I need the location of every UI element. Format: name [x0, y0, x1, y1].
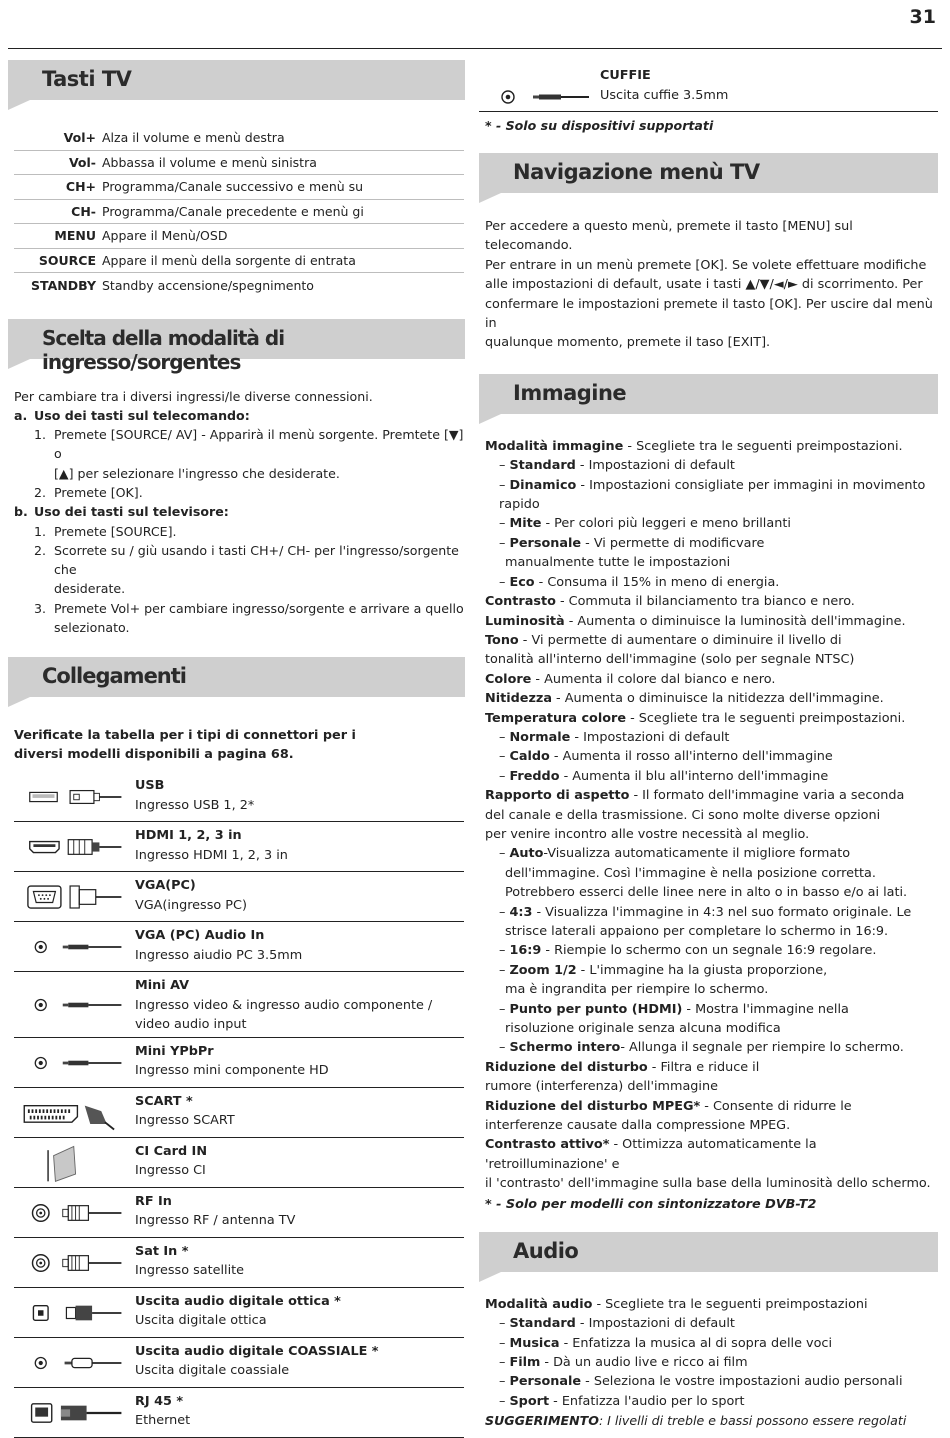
option-name: Contrasto	[485, 594, 556, 610]
option-line	[485, 437, 938, 456]
option-desc: risoluzione originale senza alcuna modifica	[505, 1021, 781, 1037]
option-line	[485, 1372, 938, 1391]
connector-icon-cell	[14, 1141, 135, 1185]
key-row	[14, 175, 464, 200]
option-line	[485, 573, 938, 592]
key-row	[14, 273, 464, 298]
option-desc: strisce laterali appaiono per completare lo schermo in 16:9.	[505, 924, 889, 939]
connector-desc: Ingresso video & ingresso audio componente / video audio input	[135, 997, 433, 1033]
option-name: Musica	[509, 1335, 560, 1351]
option-desc: - Commuta il bilanciamento tra bianco e nero.	[555, 594, 855, 610]
option-desc: - Scegliete tra le seguenti preimpostazioni	[592, 1296, 868, 1312]
connector-icon-cell	[14, 775, 135, 819]
scelta-a-steps	[14, 425, 465, 502]
key-desc: Appare il Menù/OSD	[102, 228, 228, 244]
connector-desc: Ingresso HDMI 1, 2, 3 in	[135, 847, 288, 863]
step-item	[14, 483, 465, 502]
dash-bullet: –	[499, 477, 510, 493]
connector-desc: Ingresso USB 1, 2*	[135, 797, 255, 813]
connector-row	[14, 1338, 464, 1388]
option-desc: - Consuma il 15% in meno di energia.	[534, 574, 780, 590]
key-desc: Abbassa il volume e menù sinistra	[102, 154, 317, 170]
step-item	[14, 522, 465, 541]
section-banner-tasti	[8, 60, 465, 100]
audio-body	[479, 1295, 938, 1411]
key-name: MENU	[54, 228, 96, 244]
key-desc: Programma/Canale successivo e menù su	[102, 179, 364, 195]
key-name: Vol+	[63, 130, 96, 146]
option-name: Luminosità	[485, 613, 565, 629]
option-desc: - Dà un audio live e ricco ai film	[540, 1354, 748, 1370]
option-line	[485, 1116, 938, 1135]
connector-text	[135, 1141, 207, 1185]
optical-connector-icon	[14, 1291, 128, 1335]
option-line	[485, 825, 938, 844]
option-name: Standard	[509, 1316, 576, 1332]
connector-icon-cell	[14, 1291, 135, 1335]
section-title: Audio	[513, 1238, 579, 1263]
option-name: 4:3	[509, 904, 533, 920]
connector-text	[135, 875, 247, 919]
step-item	[14, 599, 465, 638]
option-line	[485, 1334, 938, 1353]
connector-row	[14, 1138, 464, 1188]
connector-desc: Uscita digitale ottica	[135, 1313, 267, 1329]
scart-connector-icon	[14, 1091, 128, 1135]
option-desc: - Il formato dell'immagine varia a seconda	[629, 788, 905, 804]
connector-text	[135, 775, 254, 819]
connector-row	[14, 922, 464, 972]
option-desc: - Allunga il segnale per riempire lo schermo.	[620, 1040, 904, 1056]
paragraph-line: confermare le impostazioni premete il tasto [OK]. Per uscire dal menù in	[485, 296, 933, 332]
rf-connector-icon	[14, 1241, 128, 1285]
option-line	[485, 1314, 938, 1333]
page-number: 31	[909, 6, 936, 28]
left-column	[8, 60, 465, 1438]
option-name: Temperatura colore	[485, 710, 627, 726]
connector-title: RJ 45 *	[135, 1393, 184, 1409]
option-line	[485, 980, 938, 999]
option-line	[485, 1077, 938, 1096]
key-row	[14, 224, 464, 249]
connector-desc: Ingresso CI	[135, 1163, 206, 1179]
step-text: Premete [SOURCE/ AV] - Apparirà il menù sorgente. Premtete [▼] o [▲] per selezionare l'ingresso che desiderate.	[54, 427, 464, 481]
section-title: Tasti TV	[42, 67, 132, 91]
option-line	[485, 1353, 938, 1372]
option-name: Modalità immagine	[485, 438, 624, 454]
step-text: Premete [SOURCE].	[54, 523, 177, 539]
section-banner-collegamenti	[8, 657, 465, 697]
rj45-connector-icon	[14, 1391, 128, 1435]
scelta-b-steps	[14, 522, 465, 638]
section-title: Navigazione menù TV	[513, 160, 760, 184]
connector-text	[135, 1091, 235, 1135]
connector-desc: Ingresso aiudio PC 3.5mm	[135, 947, 303, 963]
step-number: 1.	[34, 523, 47, 539]
dash-bullet: –	[499, 1040, 510, 1056]
option-name: Sport	[509, 1393, 550, 1409]
connector-icon-cell	[14, 925, 135, 969]
section-banner-navigazione	[479, 153, 938, 193]
dash-bullet: –	[499, 943, 510, 959]
dash-bullet: –	[499, 904, 510, 920]
option-desc: - Impostazioni consigliate per immagini in movimento rapido	[499, 477, 926, 513]
option-desc: - Aumenta il blu all'interno dell'immagine	[559, 768, 829, 784]
connector-text	[135, 1391, 190, 1435]
connector-text	[135, 925, 302, 969]
vga-connector-icon	[14, 875, 128, 919]
option-desc: - Consente di ridurre le	[700, 1098, 852, 1114]
option-name: Colore	[485, 671, 532, 687]
connector-title: SCART *	[135, 1093, 193, 1109]
option-line	[485, 1019, 938, 1038]
option-name: Mite	[509, 516, 542, 532]
option-name: 16:9	[509, 943, 542, 959]
audio-jack-icon	[14, 925, 128, 969]
option-line	[485, 1000, 938, 1019]
connector-desc: Uscita digitale coassiale	[135, 1363, 290, 1379]
dash-bullet: –	[499, 729, 510, 745]
paragraph-line: alle impostazioni di default, usate i tasti ▲/▼/◄/► di scorrimento. Per	[485, 277, 923, 293]
connector-text	[135, 1241, 244, 1285]
option-desc: - Riempie lo schermo con un segnale 16:9 regolare.	[541, 943, 877, 959]
connector-row	[14, 772, 464, 822]
audio-jack-icon	[14, 1041, 128, 1085]
option-line	[485, 650, 938, 669]
paragraph-line: qualunque momento, premete il taso [EXIT].	[485, 335, 771, 351]
option-desc: - Aumenta il colore dal bianco e nero.	[531, 671, 776, 687]
step-number: 3.	[34, 600, 47, 616]
option-name: Rapporto di aspetto	[485, 788, 630, 804]
option-line	[485, 941, 938, 960]
dash-bullet: –	[499, 535, 510, 551]
dash-bullet: –	[499, 846, 510, 862]
step-number: 2.	[34, 484, 47, 500]
option-desc: rumore (interferenza) dell'immagine	[485, 1079, 718, 1095]
option-line	[485, 747, 938, 766]
option-name: Personale	[509, 1374, 582, 1390]
audio-tip: SUGGERIMENTO: I livelli di treble e bassi possono essere regolati	[485, 1413, 907, 1429]
connector-desc: Ethernet	[135, 1413, 191, 1429]
option-line	[485, 883, 938, 902]
option-name: Caldo	[509, 749, 550, 765]
key-desc: Standby accensione/spegnimento	[102, 277, 314, 293]
option-name: Riduzione del disturbo	[485, 1059, 648, 1075]
option-desc: ma è ingrandita per riempire lo schermo.	[505, 982, 769, 998]
connector-row	[14, 1288, 464, 1338]
header-rule	[8, 48, 942, 49]
connector-row	[14, 1088, 464, 1138]
keys-table	[14, 126, 464, 298]
dash-bullet: –	[499, 1354, 510, 1370]
section-title: Collegamenti	[42, 664, 186, 689]
audio-jack-icon	[14, 983, 128, 1027]
connector-row	[14, 972, 464, 1038]
section-banner-audio	[479, 1232, 938, 1272]
connector-title: HDMI 1, 2, 3 in	[135, 828, 242, 844]
paragraph-line: Per accedere a questo menù, premete il tasto [MENU] sul telecomando.	[485, 219, 853, 254]
option-line	[485, 709, 938, 728]
dash-bullet: –	[499, 962, 510, 978]
connector-icon-cell	[14, 1091, 135, 1135]
connector-icon-cell	[14, 875, 135, 919]
option-desc: - Enfatizza l'audio per lo sport	[549, 1393, 745, 1409]
connector-text	[135, 1041, 329, 1085]
connector-desc: Ingresso RF / antenna TV	[135, 1213, 296, 1229]
cuffie-icon-cell	[479, 66, 600, 104]
connectors-table	[14, 772, 464, 1438]
dash-bullet: –	[499, 458, 510, 474]
cuffie-desc: Uscita cuffie 3.5mm	[600, 87, 729, 103]
scelta-intro: Per cambiare tra i diversi ingressi/le diverse connessioni.	[14, 388, 373, 404]
key-row	[14, 200, 464, 225]
option-name: Film	[509, 1354, 541, 1370]
option-line	[485, 631, 938, 650]
scelta-b: b. Uso dei tasti sul televisore:	[14, 504, 229, 520]
connector-title: Mini AV	[135, 978, 190, 994]
option-desc: - Enfatizza la musica al di sopra delle voci	[559, 1335, 833, 1351]
key-desc: Programma/Canale precedente e menù gi	[102, 203, 364, 219]
connector-title: Mini YPbPr	[135, 1043, 214, 1059]
dash-bullet: –	[499, 1001, 510, 1017]
connector-row	[14, 1038, 464, 1088]
option-desc: del canale e della trasmissione. Ci sono molte diverse opzioni	[485, 807, 881, 823]
dash-bullet: –	[499, 1335, 510, 1351]
option-desc: - Scegliete tra le seguenti preimpostazioni.	[623, 438, 903, 454]
option-desc: - Impostazioni di default	[575, 1316, 735, 1332]
step-text: Scorrete su / giù usando i tasti CH+/ CH- per l'ingresso/sorgente che desiderate.	[54, 542, 459, 597]
option-line	[485, 903, 938, 922]
step-text: Premete [OK].	[54, 484, 143, 500]
connector-text	[135, 1291, 341, 1335]
option-line	[485, 864, 938, 883]
connector-icon-cell	[14, 1191, 135, 1235]
connector-row	[14, 872, 464, 922]
key-name: CH-	[71, 203, 96, 219]
section-title: Immagine	[513, 380, 627, 405]
connector-title: Uscita audio digitale ottica *	[135, 1293, 341, 1309]
connector-row	[14, 1238, 464, 1288]
connector-icon-cell	[14, 825, 135, 869]
collegamenti-note: Verificate la tabella per i tipi di connettori per i diversi modelli disponibili a pagina 68.	[14, 728, 356, 763]
key-name: STANDBY	[31, 277, 96, 293]
option-name: Zoom 1/2	[509, 962, 577, 978]
option-name: Schermo intero	[509, 1040, 621, 1056]
option-desc: per venire incontro alle vostre necessità al meglio.	[485, 826, 810, 842]
option-line	[485, 534, 938, 553]
ci-card-icon	[14, 1141, 128, 1185]
option-desc: - Filtra e riduce il	[647, 1059, 760, 1075]
option-desc: - Impostazioni di default	[575, 458, 735, 474]
option-desc: - Vi permette di aumentare o diminuire il livello di	[518, 632, 842, 648]
option-name: Eco	[509, 574, 535, 590]
option-name: Punto per punto (HDMI)	[509, 1001, 683, 1017]
cuffie-note: * - Solo su dispositivi supportati	[485, 118, 714, 133]
dash-bullet: –	[499, 574, 510, 590]
key-name: SOURCE	[38, 252, 96, 268]
option-line	[485, 1135, 938, 1174]
coaxial-connector-icon	[14, 1341, 128, 1385]
option-name: Nitidezza	[485, 691, 552, 707]
connector-icon-cell	[14, 1241, 135, 1285]
dash-bullet: –	[499, 749, 510, 765]
option-line	[485, 456, 938, 475]
option-line	[485, 922, 938, 941]
option-line	[485, 728, 938, 747]
option-name: Standard	[509, 458, 576, 474]
cuffie-title: CUFFIE	[600, 68, 651, 83]
step-item	[14, 425, 465, 483]
key-row	[14, 151, 464, 176]
option-desc: - Aumenta o diminuisce la luminosità dell'immagine.	[564, 613, 906, 629]
navigazione-body	[479, 217, 938, 353]
connector-title: USB	[135, 778, 165, 794]
connector-text	[135, 825, 288, 869]
option-name: Dinamico	[509, 477, 577, 493]
connector-text	[135, 1341, 379, 1385]
option-line	[485, 1295, 938, 1314]
option-name: Contrasto attivo*	[485, 1137, 610, 1153]
connector-title: Uscita audio digitale COASSIALE *	[135, 1343, 379, 1359]
connector-desc: Ingresso SCART	[135, 1113, 235, 1129]
option-desc: tonalità all'interno dell'immagine (solo per segnale NTSC)	[485, 652, 855, 668]
key-row	[14, 126, 464, 151]
connector-icon-cell	[14, 975, 135, 1035]
option-desc: - Per colori più leggeri e meno brillanti	[541, 516, 791, 532]
connector-desc: Ingresso mini componente HD	[135, 1063, 329, 1079]
step-item	[14, 541, 465, 599]
option-name: Riduzione del disturbo MPEG*	[485, 1098, 701, 1114]
option-name: Normale	[509, 729, 571, 745]
connector-row	[14, 1188, 464, 1238]
connector-text	[135, 975, 464, 1035]
option-desc: il 'contrasto' dell'immagine sulla base della luminosità dello schermo.	[485, 1176, 931, 1192]
option-line	[485, 961, 938, 980]
option-line	[485, 476, 938, 515]
option-line	[485, 786, 938, 805]
connector-icon-cell	[14, 1391, 135, 1435]
connector-title: Sat In *	[135, 1243, 189, 1259]
key-name: Vol-	[68, 154, 96, 170]
option-desc: - Seleziona le vostre impostazioni audio personali	[581, 1374, 903, 1390]
option-line	[485, 1058, 938, 1077]
connector-text	[135, 1191, 295, 1235]
hdmi-connector-icon	[14, 825, 128, 869]
step-text: Premete Vol+ per cambiare ingresso/sorgente e arrivare a quello selezionato.	[54, 600, 464, 636]
option-name: Personale	[509, 535, 582, 551]
step-number: 2.	[34, 542, 47, 558]
option-line	[485, 806, 938, 825]
connector-title: VGA (PC) Audio In	[135, 928, 265, 944]
section-banner-immagine	[479, 374, 938, 414]
option-line	[485, 592, 938, 611]
option-desc: -Visualizza automaticamente il migliore formato	[543, 846, 851, 862]
dash-bullet: –	[499, 516, 510, 532]
key-row	[14, 249, 464, 274]
dash-bullet: –	[499, 768, 510, 784]
option-desc: Potrebbero esserci delle linee nere in alto o in basso e/o ai lati.	[505, 885, 908, 901]
option-desc: - Aumenta il rosso all'interno dell'immagine	[549, 749, 833, 765]
audio-jack-icon	[479, 66, 589, 104]
usb-connector-icon	[14, 775, 128, 819]
option-desc: - Ottimizza automaticamente la 'retroilluminazione' e	[485, 1137, 817, 1172]
immagine-note: * - Solo per modelli con sintonizzatore DVB-T2	[485, 1196, 817, 1212]
option-line	[485, 1038, 938, 1057]
option-line	[485, 1097, 938, 1116]
option-line	[485, 689, 938, 708]
step-number: 1.	[34, 427, 47, 443]
dash-bullet: –	[499, 1316, 510, 1332]
option-line	[485, 553, 938, 572]
option-desc: - L'immagine ha la giusta proporzione,	[576, 962, 828, 978]
option-desc: - Mostra l'immagine nella	[682, 1001, 849, 1017]
connector-desc: VGA(ingresso PC)	[135, 897, 247, 913]
scelta-a: a. Uso dei tasti sul telecomando:	[14, 407, 250, 423]
option-desc: - Visualizza l'immagine in 4:3 nel suo formato originale. Le	[532, 904, 912, 920]
option-desc: - Impostazioni di default	[570, 729, 730, 745]
dash-bullet: –	[499, 1374, 510, 1390]
section-banner-scelta	[8, 319, 465, 374]
option-name: Freddo	[509, 768, 560, 784]
option-line	[485, 670, 938, 689]
option-line	[485, 612, 938, 631]
connector-icon-cell	[14, 1341, 135, 1385]
connector-row	[14, 822, 464, 872]
connector-title: CI Card IN	[135, 1143, 208, 1159]
option-desc: - Aumenta o diminuisce la nitidezza dell'immagine.	[551, 691, 884, 707]
key-name: CH+	[65, 179, 96, 195]
connector-icon-cell	[14, 1041, 135, 1085]
option-desc: interferenze causate dalla compressione MPEG.	[485, 1118, 791, 1134]
option-desc: - Vi permette di modificvare	[581, 535, 765, 551]
connector-title: RF In	[135, 1193, 172, 1209]
key-desc: Alza il volume e menù destra	[102, 130, 285, 146]
rf-connector-icon	[14, 1191, 128, 1235]
option-line	[485, 1174, 938, 1193]
option-line	[485, 844, 938, 863]
dash-bullet: –	[499, 1393, 510, 1409]
cuffie-row	[479, 66, 938, 112]
scelta-body	[8, 387, 465, 638]
paragraph-line: Per entrare in un menù premete [OK]. Se volete effettuare modifiche	[485, 257, 927, 273]
option-desc: dell'immagine. Così l'immagine è nella posizione corretta.	[505, 865, 876, 881]
option-name: Auto	[509, 846, 544, 862]
option-name: Modalità audio	[485, 1296, 593, 1312]
option-name: Tono	[485, 632, 519, 648]
option-line	[485, 514, 938, 533]
option-desc: manualmente tutte le impostazioni	[505, 555, 731, 571]
right-column	[479, 66, 938, 1431]
immagine-body	[479, 437, 938, 1194]
connector-desc: Ingresso satellite	[135, 1263, 245, 1279]
connector-title: VGA(PC)	[135, 878, 196, 894]
connector-row	[14, 1388, 464, 1438]
section-title: Scelta della modalità di ingresso/sorgentes	[42, 325, 285, 374]
option-line	[485, 1392, 938, 1411]
key-desc: Appare il menù della sorgente di entrata	[102, 252, 356, 268]
option-line	[485, 767, 938, 786]
option-desc: - Scegliete tra le seguenti preimpostazioni.	[626, 710, 906, 726]
